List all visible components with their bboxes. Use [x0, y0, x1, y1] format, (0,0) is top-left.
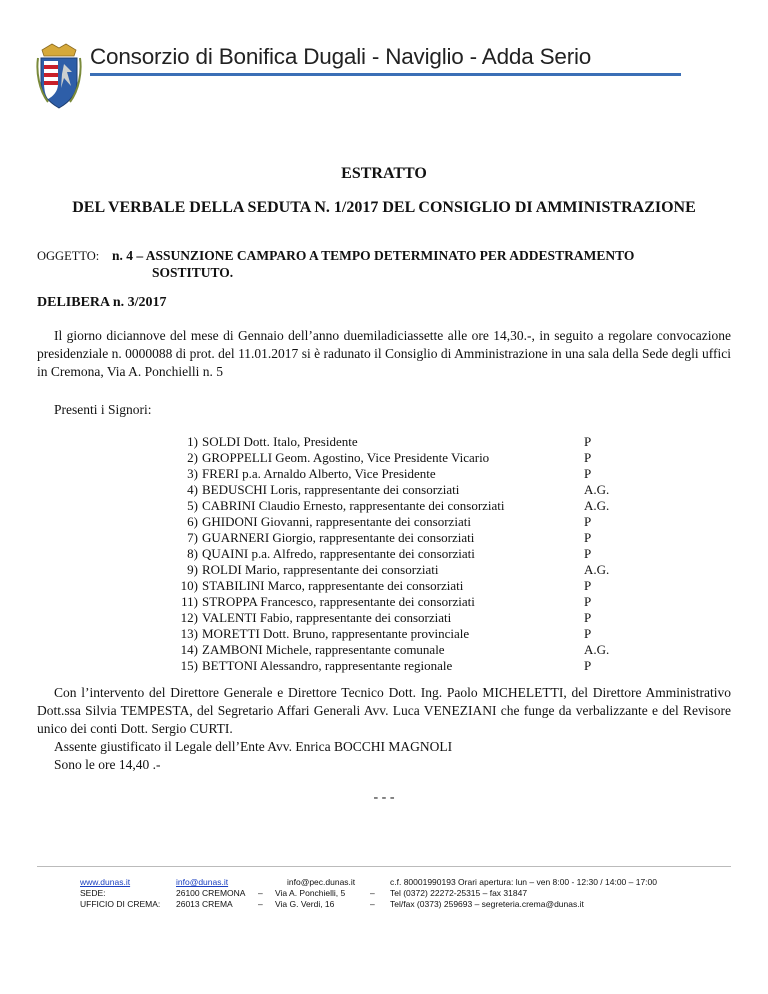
member-row — [170, 530, 620, 546]
member-number: 4) — [187, 482, 198, 497]
member-row — [170, 482, 620, 498]
member-number: 15) — [180, 658, 198, 673]
cremona-phone: Tel (0372) 22272-25315 – fax 31847 — [390, 888, 528, 898]
separator: - - - — [373, 790, 395, 805]
member-number: 10) — [180, 578, 198, 593]
cremona-cap: 26100 CREMONA — [176, 888, 246, 898]
footer-dash: – — [370, 888, 375, 898]
member-status: P — [584, 450, 592, 465]
member-name: GUARNERI Giorgio, rappresentante dei consorziati — [202, 530, 475, 545]
consortium-crest-logo — [36, 42, 82, 110]
closing-section — [37, 684, 731, 774]
member-number: 7) — [187, 530, 198, 545]
member-status: A.G. — [584, 642, 610, 657]
crema-phone: Tel/fax (0373) 259693 – segreteria.crema@dunas.it — [390, 899, 584, 909]
member-status: P — [584, 514, 592, 529]
crema-cap: 26013 CREMA — [176, 899, 233, 909]
header-rule — [90, 73, 681, 76]
member-row — [170, 626, 620, 642]
member-name: STROPPA Francesco, rappresentante dei consorziati — [202, 594, 475, 609]
footer-rule — [37, 866, 731, 867]
member-status: P — [584, 658, 592, 673]
member-status: P — [584, 530, 592, 545]
member-row — [170, 642, 620, 658]
crema-address: Via G. Verdi, 16 — [275, 899, 335, 909]
members-list — [170, 434, 620, 674]
subject-line: n. 4 – ASSUNZIONE CAMPARO A TEMPO DETERMINATO PER ADDESTRAMENTO — [112, 248, 635, 263]
member-number: 3) — [187, 466, 198, 481]
member-row — [170, 578, 620, 594]
subject-line: SOSTITUTO. — [152, 265, 234, 280]
member-row — [170, 658, 620, 674]
time-line: Sono le ore 14,40 .- — [54, 757, 161, 772]
member-number: 1) — [187, 434, 198, 449]
cf-hours-line: c.f. 80001990193 Orari apertura: lun – ven 8:00 - 12:30 / 14:00 – 17:00 — [390, 877, 657, 887]
organization-name: Consorzio di Bonifica Dugali - Naviglio - Adda Serio — [90, 44, 592, 69]
member-status: P — [584, 610, 592, 625]
member-number: 9) — [187, 562, 198, 577]
member-name: SOLDI Dott. Italo, Presidente — [202, 434, 358, 449]
member-name: CABRINI Claudio Ernesto, rappresentante dei consorziati — [202, 498, 505, 513]
member-row — [170, 466, 620, 482]
subject-label: OGGETTO: — [37, 249, 100, 263]
member-row — [170, 610, 620, 626]
member-name: FRERI p.a. Arnaldo Alberto, Vice Presidente — [202, 466, 436, 481]
member-number: 2) — [187, 450, 198, 465]
member-name: ROLDI Mario, rappresentante dei consorziati — [202, 562, 439, 577]
footer-dash: – — [258, 899, 263, 909]
footer-dash: – — [258, 888, 263, 898]
intro-paragraph: Il giorno diciannove del mese di Gennaio dell’anno duemiladiciassette alle ore 14,30.-, in seguito a regolare convocazione presidenziale n. 0000088 di prot. del 11.01.2017 si è radunato il Consiglio di Amministrazione in una sala della Sede degli uffici in Cremona, Via A. Ponchielli n. 5 — [37, 328, 731, 379]
attendance-paragraph: Con l’intervento del Direttore Generale e Direttore Tecnico Dott. Ing. Paolo MICHELETTI, del Direttore Amministrativo Dott.ssa Silvia TEMPESTA, del Segretario Affari Generali Avv. Luca VENEZIANI che funge da verbalizzante e del Revisore unico dei conti Dott. Sergio CURTI. — [37, 685, 731, 736]
member-name: GROPPELLI Geom. Agostino, Vice Presidente Vicario — [202, 450, 490, 465]
member-name: STABILINI Marco, rappresentante dei consorziati — [202, 578, 464, 593]
member-number: 13) — [180, 626, 198, 641]
delibera-number: DELIBERA n. 3/2017 — [37, 295, 167, 310]
member-status: P — [584, 434, 592, 449]
member-status: P — [584, 546, 592, 561]
member-status: P — [584, 466, 592, 481]
member-number: 6) — [187, 514, 198, 529]
website-link[interactable]: www.dunas.it — [80, 877, 131, 887]
member-name: QUAINI p.a. Alfredo, rappresentante dei consorziati — [202, 546, 475, 561]
member-row — [170, 594, 620, 610]
subject-text — [112, 247, 634, 281]
absent-line: Assente giustificato il Legale dell’Ente Avv. Enrica BOCCHI MAGNOLI — [54, 739, 453, 754]
member-status: P — [584, 578, 592, 593]
member-row — [170, 434, 620, 450]
member-name: VALENTI Fabio, rappresentante dei consorziati — [202, 610, 452, 625]
member-number: 5) — [187, 498, 198, 513]
member-number: 12) — [180, 610, 198, 625]
member-row — [170, 546, 620, 562]
document-title: ESTRATTO — [341, 165, 427, 182]
member-row — [170, 562, 620, 578]
member-status: A.G. — [584, 498, 610, 513]
member-status: A.G. — [584, 482, 610, 497]
crema-office-label: UFFICIO DI CREMA: — [80, 899, 161, 909]
member-row — [170, 498, 620, 514]
cremona-address: Via A. Ponchielli, 5 — [275, 888, 346, 898]
member-row — [170, 514, 620, 530]
email-link[interactable]: info@dunas.it — [176, 877, 229, 887]
member-status: P — [584, 626, 592, 641]
footer-dash: – — [370, 899, 375, 909]
member-name: MORETTI Dott. Bruno, rappresentante provinciale — [202, 626, 470, 641]
member-name: BEDUSCHI Loris, rappresentante dei consorziati — [202, 482, 460, 497]
sede-label: SEDE: — [80, 888, 106, 898]
member-row — [170, 450, 620, 466]
member-number: 14) — [180, 642, 198, 657]
document-subtitle: DEL VERBALE DELLA SEDUTA N. 1/2017 DEL CONSIGLIO DI AMMINISTRAZIONE — [72, 199, 696, 216]
present-label: Presenti i Signori: — [54, 402, 152, 417]
footer — [0, 877, 768, 917]
member-status: P — [584, 594, 592, 609]
pec-email: info@pec.dunas.it — [287, 877, 356, 887]
member-number: 8) — [187, 546, 198, 561]
member-number: 11) — [181, 594, 198, 609]
member-status: A.G. — [584, 562, 610, 577]
member-name: ZAMBONI Michele, rappresentante comunale — [202, 642, 445, 657]
member-name: BETTONI Alessandro, rappresentante regionale — [202, 658, 453, 673]
member-name: GHIDONI Giovanni, rappresentante dei consorziati — [202, 514, 471, 529]
